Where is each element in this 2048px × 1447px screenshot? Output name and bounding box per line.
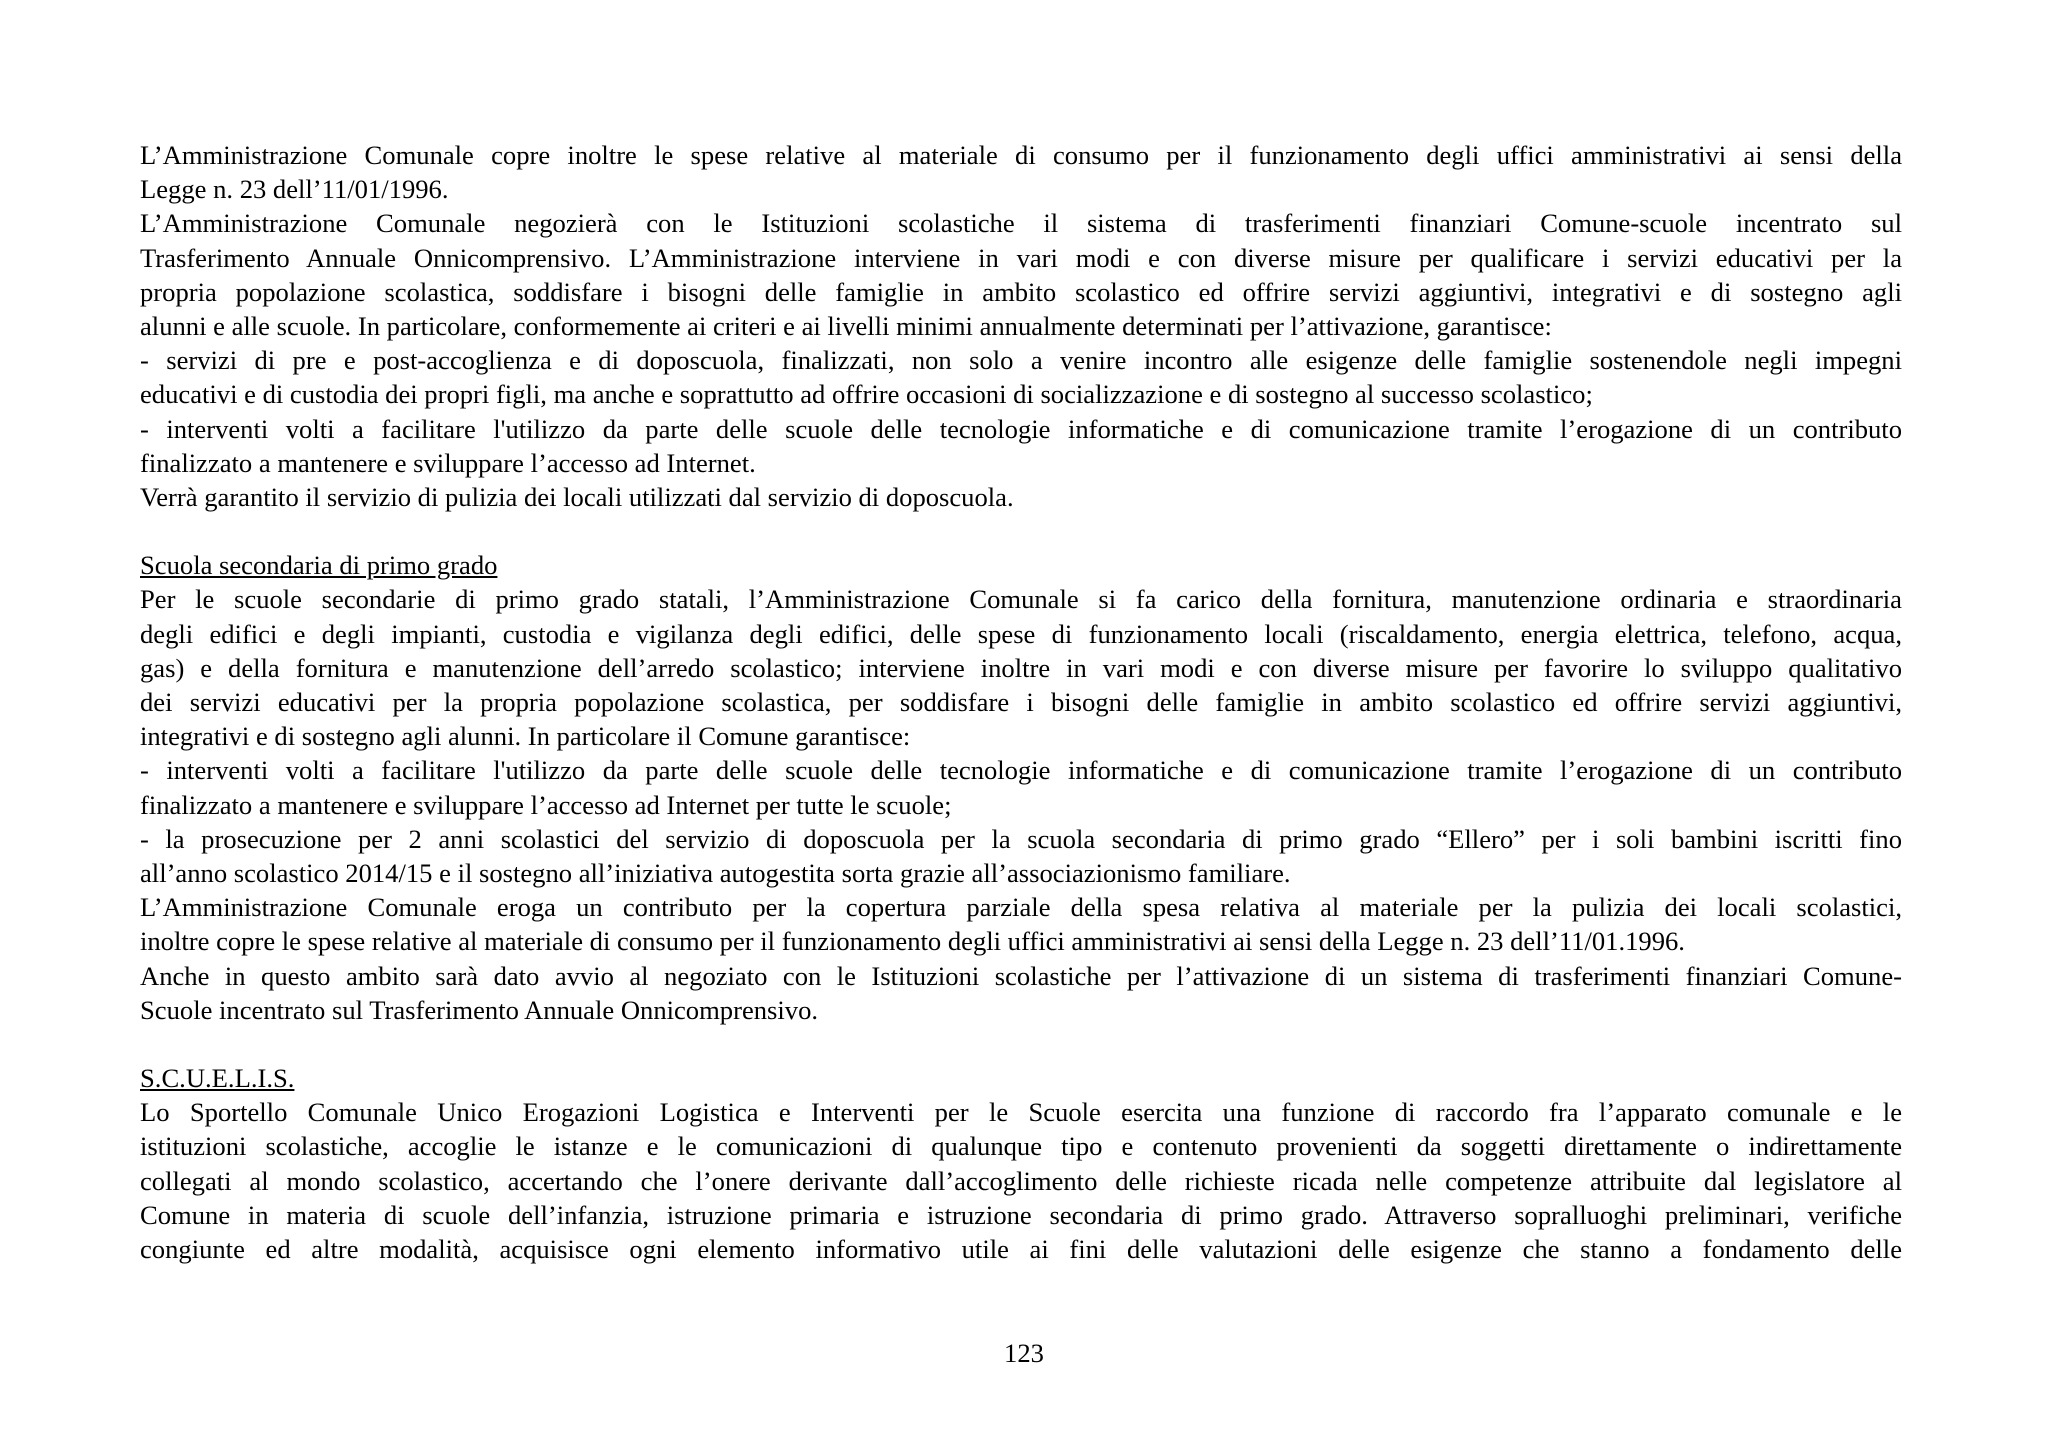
text-line: Comune in materia di scuole dell’infanzia, istruzione primaria e istruzione secondaria di primo grado. Attraverso sopralluoghi preliminari, verifiche (140, 1199, 1902, 1230)
text-line: congiunte ed altre modalità, acquisisce ogni elemento informativo utile ai fini delle valutazioni delle esigenze che stanno a fondamento delle (140, 1234, 1902, 1264)
text-line: alunni e alle scuole. In particolare, conformemente ai criteri e ai livelli minimi annualmente determinati per l’attivazione, garantisce: (140, 310, 1552, 341)
text-line: educativi e di custodia dei propri figli, ma anche e soprattutto ad offrire occasioni di socializzazione e di sostegno al successo scolastico; (140, 379, 1593, 410)
section-heading-scuelis: S.C.U.E.L.I.S. (140, 1063, 295, 1094)
text-line: - servizi di pre e post-accoglienza e di doposcuola, finalizzati, non solo a venire incontro alle esigenze delle famiglie sostenendole negli impegni (140, 345, 1902, 376)
text-line: Anche in questo ambito sarà dato avvio al negoziato con le Istituzioni scolastiche per l’attivazione di un sistema di trasferimenti finanziari Comune- (140, 960, 1902, 991)
text-line: Verrà garantito il servizio di pulizia dei locali utilizzati dal servizio di doposcuola. (140, 481, 1014, 512)
blank-line (140, 1027, 1902, 1061)
text-line: Lo Sportello Comunale Unico Erogazioni Logistica e Interventi per le Scuole esercita una funzione di raccordo fra l’apparato comunale e le (140, 1097, 1902, 1128)
text-line: integrativi e di sostegno agli alunni. In particolare il Comune garantisce: (140, 721, 911, 752)
text-line: Legge n. 23 dell’11/01/1996. (140, 174, 449, 205)
text-line: Per le scuole secondarie di primo grado statali, l’Amministrazione Comunale si fa carico della fornitura, manutenzione ordinaria e straordinaria (140, 584, 1902, 615)
text-line: - la prosecuzione per 2 anni scolastici del servizio di doposcuola per la scuola secondaria di primo grado “Ellero” per i soli bambini iscritti fino (140, 823, 1902, 854)
section-heading-scuola-secondaria: Scuola secondaria di primo grado (140, 550, 498, 581)
text-line: all’anno scolastico 2014/15 e il sostegno all’iniziativa autogestita sorta grazie all’associazionismo familiare. (140, 857, 1291, 888)
text-line: L’Amministrazione Comunale negozierà con le Istituzioni scolastiche il sistema di trasferimenti finanziari Comune-scuole incentrato sul (140, 208, 1902, 239)
text-line: istituzioni scolastiche, accoglie le istanze e le comunicazioni di qualunque tipo e contenuto provenienti da soggetti direttamente o indirettamente (140, 1131, 1902, 1162)
text-line: L’Amministrazione Comunale eroga un contributo per la copertura parziale della spesa relativa al materiale per la pulizia dei locali scolastici, (140, 892, 1902, 923)
text-line: collegati al mondo scolastico, accertando che l’onere derivante dall’accoglimento delle richieste ricada nelle competenze attribuite dal legislatore al (140, 1165, 1902, 1196)
page-number: 123 (1004, 1338, 1044, 1368)
text-line: inoltre copre le spese relative al materiale di consumo per il funzionamento degli uffici amministrativi ai sensi della Legge n. 23 dell’11/01.1996. (140, 926, 1685, 957)
document-body (140, 138, 1902, 1266)
text-line: dei servizi educativi per la propria popolazione scolastica, per soddisfare i bisogni delle famiglie in ambito scolastico ed offrire servizi aggiuntivi, (140, 687, 1902, 717)
text-line: Trasferimento Annuale Onnicomprensivo. L’Amministrazione interviene in vari modi e con diverse misure per qualificare i servizi educativi per la (140, 242, 1902, 273)
text-line: gas) e della fornitura e manutenzione dell’arredo scolastico; interviene inoltre in vari modi e con diverse misure per favorire lo sviluppo qualitativo (140, 652, 1902, 683)
blank-line (140, 514, 1902, 548)
text-line: L’Amministrazione Comunale copre inoltre le spese relative al materiale di consumo per il funzionamento degli uffici amministrativi ai sensi della (140, 140, 1902, 170)
text-line: degli edifici e degli impianti, custodia e vigilanza degli edifici, delle spese di funzionamento locali (riscaldamento, energia elettrica, telefono, acqua, (140, 618, 1902, 649)
text-line: Scuole incentrato sul Trasferimento Annuale Onnicomprensivo. (140, 994, 819, 1025)
text-line: propria popolazione scolastica, soddisfare i bisogni delle famiglie in ambito scolastico ed offrire servizi aggiuntivi, integrativi e di sostegno agli (140, 276, 1902, 307)
text-line: - interventi volti a facilitare l'utilizzo da parte delle scuole delle tecnologie informatiche e di comunicazione tramite l’erogazione di un contributo (140, 755, 1902, 786)
text-line: finalizzato a mantenere e sviluppare l’accesso ad Internet. (140, 447, 756, 478)
text-line: finalizzato a mantenere e sviluppare l’accesso ad Internet per tutte le scuole; (140, 789, 952, 820)
text-line: - interventi volti a facilitare l'utilizzo da parte delle scuole delle tecnologie informatiche e di comunicazione tramite l’erogazione di un contributo (140, 413, 1902, 444)
